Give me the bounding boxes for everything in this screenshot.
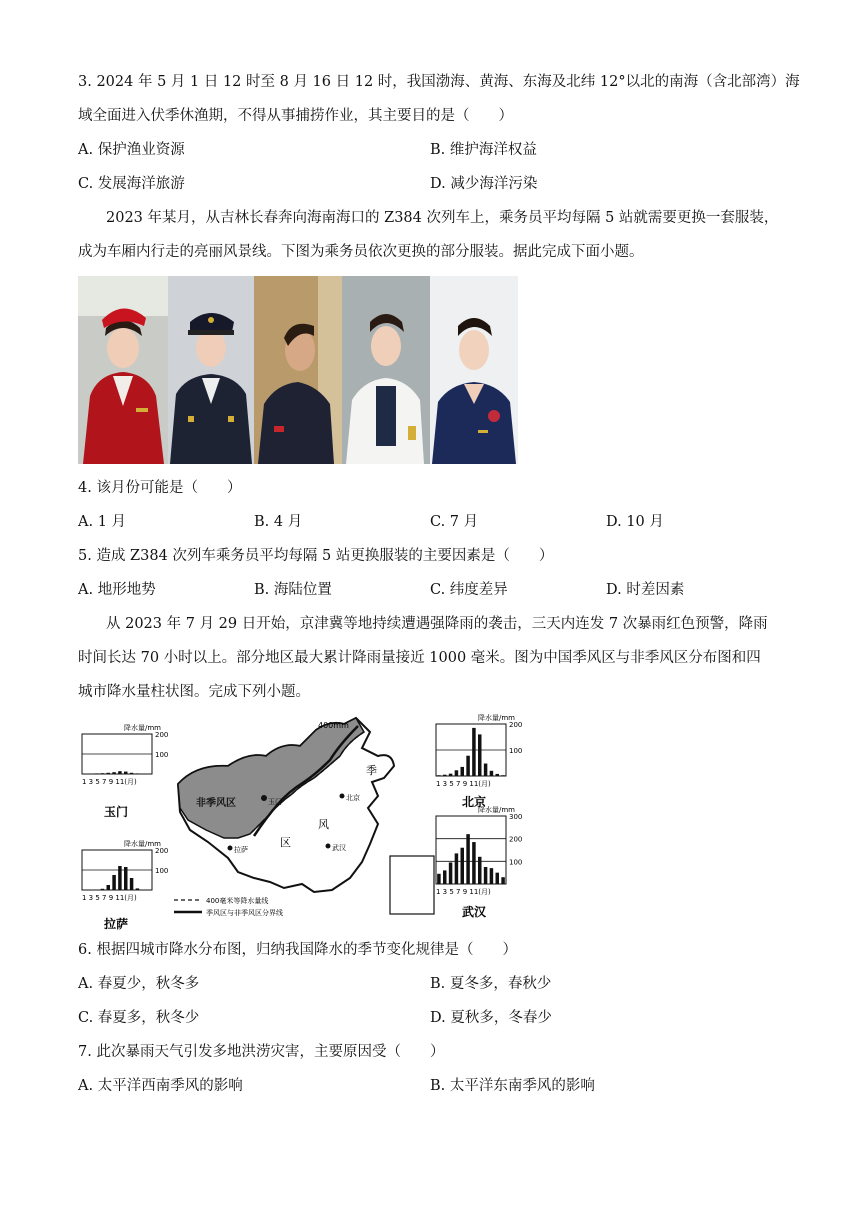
map-beijing-label: 北京 (346, 794, 360, 802)
lasa-month-ticks: 1 3 5 7 9 11(月) (82, 894, 137, 902)
yumen-city-name: 玉门 (104, 805, 129, 819)
q5-option-b: B. 海陆位置 (254, 582, 332, 598)
beijing-bar-7 (472, 728, 476, 776)
q3-stem-line2: 域全面进入伏季休渔期，不得从事捕捞作业，其主要目的是（ ） (78, 108, 513, 124)
q7-option-b: B. 太平洋东南季风的影响 (430, 1078, 595, 1094)
wuhan-ylabel: 降水量/mm (478, 806, 515, 814)
q4-option-a: A. 1 月 (78, 514, 127, 530)
attendant-uniform-photos (78, 276, 518, 464)
q6-option-b: B. 夏冬多，春秋少 (430, 976, 552, 992)
beijing-dot (340, 794, 345, 799)
map-lasa-label: 拉萨 (234, 846, 248, 854)
beijing-ytick-1: 100 (509, 747, 523, 755)
monsoon-label-1: 季 (366, 764, 377, 777)
wuhan-ytick-2: 100 (509, 858, 523, 867)
wuhan-month-ticks: 1 3 5 7 9 11(月) (436, 888, 491, 896)
q6-option-d: D. 夏秋多，冬春少 (430, 1010, 552, 1026)
beijing-month-ticks: 1 3 5 7 9 11(月) (436, 780, 491, 788)
wuhan-bar-12 (501, 877, 505, 884)
lasa-bar-5 (107, 885, 111, 890)
wuhan-bar-2 (443, 870, 447, 884)
wuhan-ytick-1: 200 (509, 835, 523, 844)
yumen-bar-9 (130, 773, 134, 774)
wuhan-dot (326, 844, 331, 849)
yumen-bar-5 (107, 773, 111, 774)
yumen-ytick-1: 100 (155, 751, 169, 759)
wuhan-city-name: 武汉 (462, 905, 487, 919)
wuhan-bar-10 (490, 868, 494, 884)
beijing-ytick-0: 200 (509, 721, 523, 729)
china-monsoon-map (174, 718, 434, 917)
yumen-bar-3 (95, 773, 99, 774)
q5-stem: 5. 造成 Z384 次列车乘务员平均每隔 5 站更换服装的主要因素是（ ） (78, 548, 554, 564)
yumen-dot (261, 795, 267, 801)
beijing-bar-6 (466, 756, 470, 776)
map-wuhan-label: 武汉 (332, 844, 346, 852)
wuhan-bar-7 (472, 842, 476, 884)
q3-option-c: C. 发展海洋旅游 (78, 176, 185, 192)
q3-option-a: A. 保护渔业资源 (78, 142, 185, 158)
passage2-line3: 城市降水量柱状图。完成下列小题。 (78, 684, 310, 700)
q4-stem: 4. 该月份可能是（ ） (78, 480, 242, 496)
yumen-bar-6 (112, 772, 116, 774)
beijing-bar-9 (484, 764, 488, 776)
passage1-line2: 成为车厢内行走的亮丽风景线。下图为乘务员依次更换的部分服装。据此完成下面小题。 (78, 244, 644, 260)
q5-option-a: A. 地形地势 (78, 582, 156, 598)
map-yumen-label: 玉门 (268, 798, 282, 806)
beijing-bar-12 (501, 775, 505, 776)
isohyet-label: 400mm (318, 721, 349, 730)
wuhan-bar-1 (437, 874, 441, 884)
beijing-bar-8 (478, 734, 482, 776)
wuhan-bar-4 (455, 853, 459, 884)
q4-option-b: B. 4 月 (254, 514, 303, 530)
wuhan-bar-3 (449, 862, 453, 884)
photo-red-winter-uniform (78, 276, 168, 464)
lasa-bar-8 (124, 867, 128, 890)
wuhan-ytick-0: 300 (509, 813, 523, 821)
monsoon-label-2: 风 (318, 818, 329, 831)
monsoon-label-3: 区 (280, 836, 291, 849)
wuhan-bar-6 (466, 834, 470, 884)
yumen-month-ticks: 1 3 5 7 9 11(月) (82, 778, 137, 786)
lasa-bar-7 (118, 866, 122, 890)
q7-option-a: A. 太平洋西南季风的影响 (78, 1078, 243, 1094)
q6-stem: 6. 根据四城市降水分布图，归纳我国降水的季节变化规律是（ ） (78, 942, 517, 958)
south-china-sea-inset (390, 856, 434, 914)
beijing-bar-11 (496, 774, 500, 776)
legend-boundary-label: 季风区与非季风区分界线 (206, 909, 283, 917)
yumen-bar-8 (124, 772, 128, 774)
lasa-bar-10 (136, 888, 140, 890)
q3-stem-line1: 3. 2024 年 5 月 1 日 12 时至 8 月 16 日 12 时，我国渤海、黄海、东海及北纬 12°以北的南海（含北部湾）海 (78, 74, 800, 90)
beijing-bar-5 (461, 767, 465, 776)
yumen-ylabel: 降水量/mm (124, 724, 161, 732)
nonmonsoon-label: 非季风区 (196, 798, 236, 809)
passage1-line1: 2023 年某月，从吉林长春奔向海南海口的 Z384 次列车上，乘务员平均每隔 5 站就需要更换一套服装， (106, 210, 779, 226)
lasa-dot (228, 846, 233, 851)
lasa-ytick-0: 200 (155, 847, 169, 855)
q5-option-c: C. 纬度差异 (430, 582, 508, 598)
lasa-bar-9 (130, 878, 134, 890)
photo-navy-cap-uniform (168, 276, 254, 464)
beijing-bar-2 (443, 775, 447, 776)
lasa-bar-6 (112, 875, 116, 890)
q3-option-d: D. 减少海洋污染 (430, 176, 538, 192)
beijing-bar-3 (449, 774, 453, 776)
wuhan-bar-5 (461, 848, 465, 884)
beijing-city-name: 北京 (462, 795, 487, 809)
yumen-ytick-0: 200 (155, 731, 169, 739)
yumen-bar-10 (136, 773, 140, 774)
beijing-bar-4 (455, 770, 459, 776)
wuhan-bar-8 (478, 857, 482, 884)
q4-option-c: C. 7 月 (430, 514, 479, 530)
monsoon-precipitation-figure (78, 712, 608, 930)
photo-profile-dark-uniform (254, 276, 342, 464)
beijing-ylabel: 降水量/mm (478, 714, 515, 722)
q5-option-d: D. 时差因素 (606, 582, 685, 598)
q6-option-a: A. 春夏少，秋冬多 (78, 976, 200, 992)
wuhan-bar-9 (484, 867, 488, 884)
yumen-bar-4 (101, 773, 105, 774)
passage2-line1: 从 2023 年 7 月 29 日开始，京津冀等地持续遭遇强降雨的袭击，三天内连发 7 次暴雨红色预警，降雨 (106, 616, 768, 632)
lasa-ytick-1: 100 (155, 867, 169, 875)
legend-isohyet-label: 400毫米等降水量线 (206, 897, 269, 905)
q7-stem: 7. 此次暴雨天气引发多地洪涝灾害，主要原因受（ ） (78, 1044, 445, 1060)
lasa-ylabel: 降水量/mm (124, 840, 161, 848)
beijing-bar-10 (490, 771, 494, 776)
lasa-city-name: 拉萨 (104, 917, 129, 930)
beijing-bar-1 (437, 775, 441, 776)
lasa-bar-4 (101, 889, 105, 890)
photo-white-summer-uniform (342, 276, 430, 464)
q4-option-d: D. 10 月 (606, 514, 664, 530)
passage2-line2: 时间长达 70 小时以上。部分地区最大累计降雨量接近 1000 毫米。图为中国季风区与非季风区分布图和四 (78, 650, 761, 666)
yumen-bar-7 (118, 771, 122, 774)
wuhan-bar-11 (496, 873, 500, 884)
q3-option-b: B. 维护海洋权益 (430, 142, 537, 158)
photo-navy-dress-uniform (430, 276, 518, 464)
q6-option-c: C. 春夏多，秋冬少 (78, 1010, 200, 1026)
